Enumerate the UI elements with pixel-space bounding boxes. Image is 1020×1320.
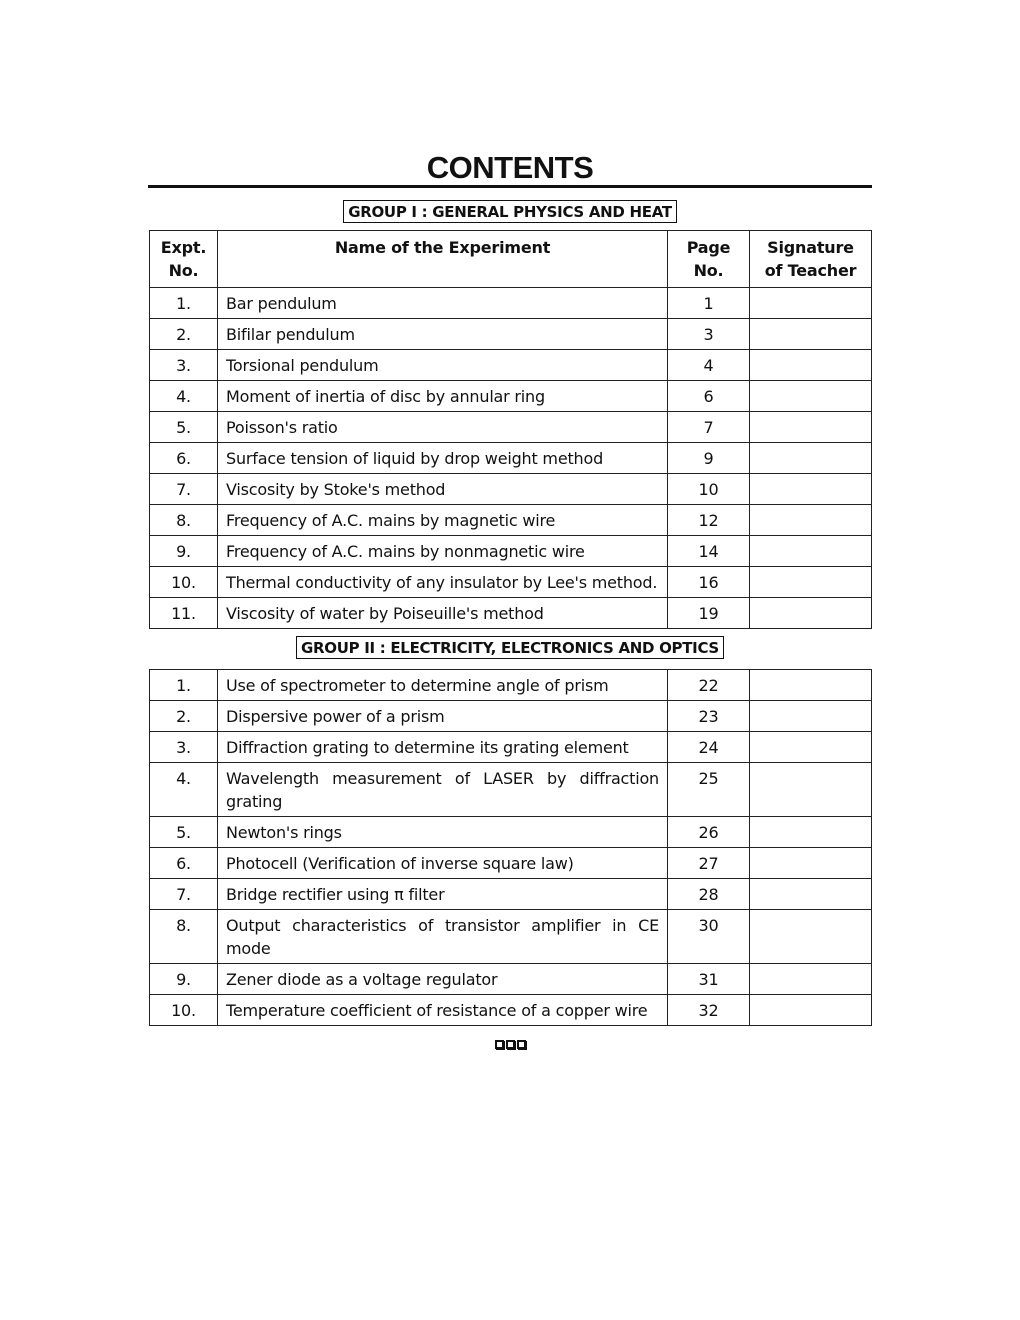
expt-no-cell: 2. — [150, 701, 218, 732]
table-row — [150, 381, 872, 412]
group1-table — [149, 230, 872, 629]
experiment-name-cell: Viscosity by Stoke's method — [218, 474, 668, 505]
group2-rows — [150, 670, 872, 1026]
experiment-name-cell: Use of spectrometer to determine angle of prism — [218, 670, 668, 701]
experiment-name-cell: Photocell (Verification of inverse square law) — [218, 848, 668, 879]
signature-cell — [750, 817, 872, 848]
signature-cell — [750, 505, 872, 536]
page-no-cell: 22 — [668, 670, 750, 701]
signature-cell — [750, 536, 872, 567]
page-no-cell: 10 — [668, 474, 750, 505]
table-row — [150, 474, 872, 505]
signature-cell — [750, 848, 872, 879]
expt-no-cell: 5. — [150, 412, 218, 443]
page-no-cell: 24 — [668, 732, 750, 763]
experiment-name-cell: Newton's rings — [218, 817, 668, 848]
table-row — [150, 732, 872, 763]
experiment-name-cell: Thermal conductivity of any insulator by Lee's method. — [218, 567, 668, 598]
group2-heading: GROUP II : ELECTRICITY, ELECTRONICS AND OPTICS — [296, 636, 724, 659]
expt-no-cell: 8. — [150, 910, 218, 964]
signature-cell — [750, 381, 872, 412]
signature-cell — [750, 910, 872, 964]
expt-no-cell: 1. — [150, 670, 218, 701]
table-row — [150, 319, 872, 350]
table-header-row — [150, 231, 872, 288]
signature-cell — [750, 598, 872, 629]
table-row — [150, 964, 872, 995]
experiment-name-cell: Poisson's ratio — [218, 412, 668, 443]
table-row — [150, 350, 872, 381]
experiment-name-cell: Bar pendulum — [218, 288, 668, 319]
end-of-contents-mark — [148, 1040, 872, 1049]
header-signature: Signature of Teacher — [750, 231, 872, 288]
page-no-cell: 26 — [668, 817, 750, 848]
header-page-no: Page No. — [668, 231, 750, 288]
expt-no-cell: 4. — [150, 763, 218, 817]
page-no-cell: 7 — [668, 412, 750, 443]
table-row — [150, 536, 872, 567]
experiment-name-cell: Surface tension of liquid by drop weight method — [218, 443, 668, 474]
expt-no-cell: 1. — [150, 288, 218, 319]
expt-no-cell: 10. — [150, 567, 218, 598]
page-no-cell: 3 — [668, 319, 750, 350]
signature-cell — [750, 701, 872, 732]
page-no-cell: 28 — [668, 879, 750, 910]
table-row — [150, 443, 872, 474]
expt-no-cell: 11. — [150, 598, 218, 629]
table-row — [150, 288, 872, 319]
group1-rows — [150, 288, 872, 629]
table-row — [150, 995, 872, 1026]
experiment-name-cell: Temperature coefficient of resistance of a copper wire — [218, 995, 668, 1026]
expt-no-cell: 3. — [150, 732, 218, 763]
expt-no-cell: 7. — [150, 879, 218, 910]
signature-cell — [750, 995, 872, 1026]
table-row — [150, 817, 872, 848]
expt-no-cell: 6. — [150, 848, 218, 879]
signature-cell — [750, 567, 872, 598]
experiment-name-cell: Zener diode as a voltage regulator — [218, 964, 668, 995]
expt-no-cell: 9. — [150, 536, 218, 567]
experiment-name-cell: Moment of inertia of disc by annular ring — [218, 381, 668, 412]
page-no-cell: 19 — [668, 598, 750, 629]
page-no-cell: 6 — [668, 381, 750, 412]
page-no-cell: 23 — [668, 701, 750, 732]
end-square-icon — [495, 1040, 504, 1049]
page-no-cell: 32 — [668, 995, 750, 1026]
group1-heading: GROUP I : GENERAL PHYSICS AND HEAT — [343, 200, 677, 223]
header-experiment-name: Name of the Experiment — [218, 231, 668, 288]
expt-no-cell: 9. — [150, 964, 218, 995]
table-row — [150, 848, 872, 879]
expt-no-cell: 4. — [150, 381, 218, 412]
experiment-name-cell: Frequency of A.C. mains by magnetic wire — [218, 505, 668, 536]
header-expt-no: Expt. No. — [150, 231, 218, 288]
experiment-name-cell: Dispersive power of a prism — [218, 701, 668, 732]
group1-heading-wrap — [148, 200, 872, 223]
experiment-name-cell: Bridge rectifier using π filter — [218, 879, 668, 910]
page-no-cell: 1 — [668, 288, 750, 319]
table-row — [150, 879, 872, 910]
experiment-name-cell: Bifilar pendulum — [218, 319, 668, 350]
page-no-cell: 4 — [668, 350, 750, 381]
page-no-cell: 9 — [668, 443, 750, 474]
table-row — [150, 505, 872, 536]
page-no-cell: 14 — [668, 536, 750, 567]
table-row — [150, 567, 872, 598]
signature-cell — [750, 879, 872, 910]
page-title: CONTENTS — [426, 150, 594, 185]
page-no-cell: 25 — [668, 763, 750, 817]
signature-cell — [750, 288, 872, 319]
expt-no-cell: 5. — [150, 817, 218, 848]
signature-cell — [750, 319, 872, 350]
page-no-cell: 27 — [668, 848, 750, 879]
expt-no-cell: 8. — [150, 505, 218, 536]
signature-cell — [750, 732, 872, 763]
page-no-cell: 30 — [668, 910, 750, 964]
expt-no-cell: 7. — [150, 474, 218, 505]
end-square-icon — [506, 1040, 515, 1049]
expt-no-cell: 6. — [150, 443, 218, 474]
expt-no-cell: 3. — [150, 350, 218, 381]
page-no-cell: 16 — [668, 567, 750, 598]
signature-cell — [750, 964, 872, 995]
title-underline — [148, 185, 872, 188]
table-row — [150, 598, 872, 629]
signature-cell — [750, 412, 872, 443]
table-row — [150, 763, 872, 817]
signature-cell — [750, 763, 872, 817]
table-row — [150, 910, 872, 964]
experiment-name-cell: Viscosity of water by Poiseuille's method — [218, 598, 668, 629]
end-square-icon — [517, 1040, 526, 1049]
group2-table — [149, 669, 872, 1026]
experiment-name-cell: Diffraction grating to determine its grating element — [218, 732, 668, 763]
experiment-name-cell: Frequency of A.C. mains by nonmagnetic wire — [218, 536, 668, 567]
group2-heading-wrap — [148, 636, 872, 659]
signature-cell — [750, 670, 872, 701]
signature-cell — [750, 474, 872, 505]
table-row — [150, 701, 872, 732]
experiment-name-cell: Output characteristics of transistor amplifier in CE mode — [218, 910, 668, 964]
table-row — [150, 412, 872, 443]
signature-cell — [750, 443, 872, 474]
experiment-name-cell: Wavelength measurement of LASER by diffraction grating — [218, 763, 668, 817]
page-no-cell: 31 — [668, 964, 750, 995]
experiment-name-cell: Torsional pendulum — [218, 350, 668, 381]
page-no-cell: 12 — [668, 505, 750, 536]
table-row — [150, 670, 872, 701]
signature-cell — [750, 350, 872, 381]
expt-no-cell: 2. — [150, 319, 218, 350]
expt-no-cell: 10. — [150, 995, 218, 1026]
